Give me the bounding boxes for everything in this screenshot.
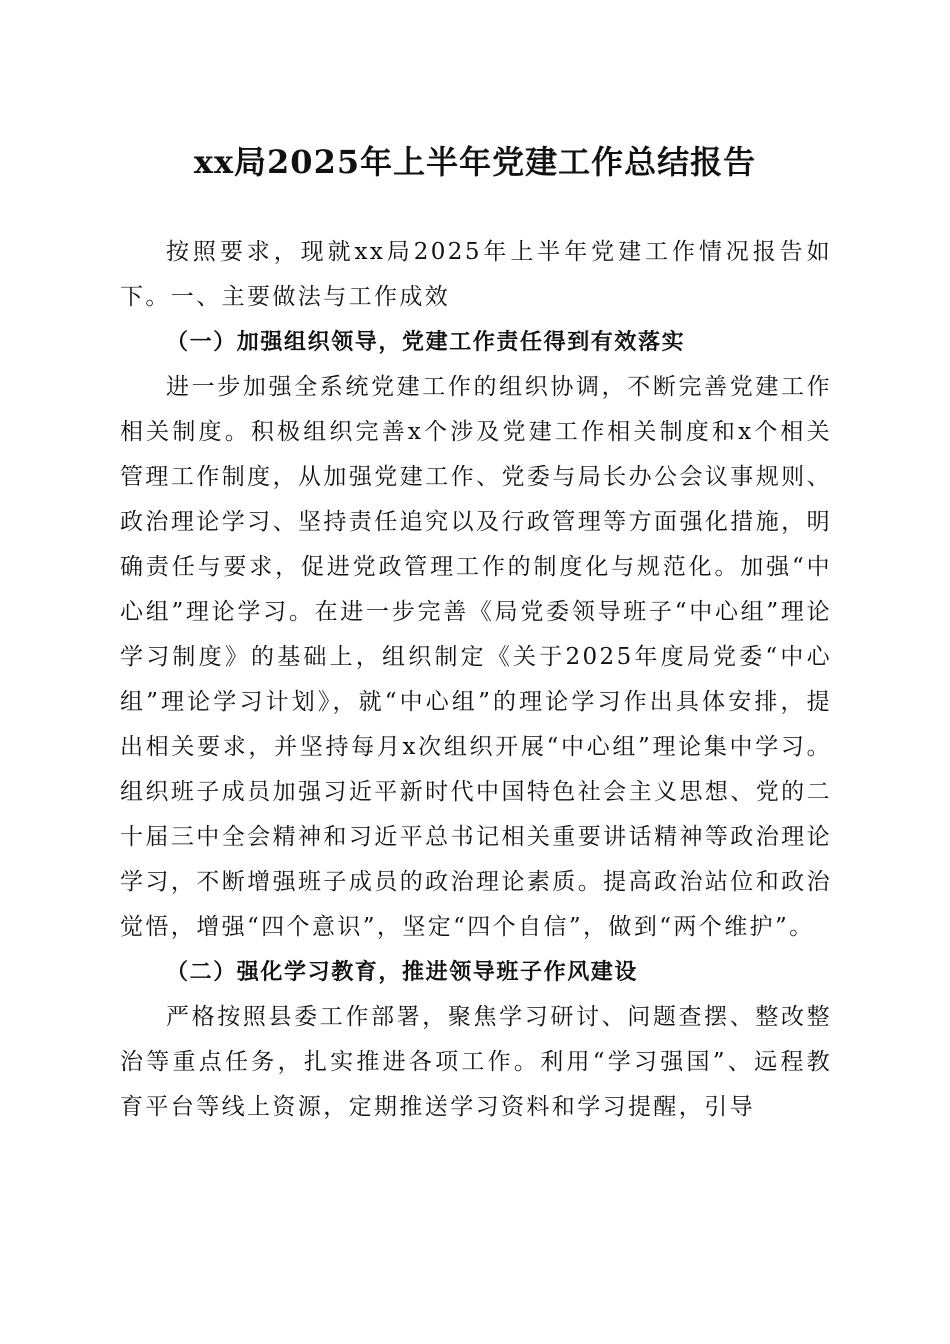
section-1-paragraph: 进一步加强全系统党建工作的组织协调，不断完善党建工作相关制度。积极组织完善x个涉及党建工作相关制度和x个相关管理工作制度，从加强党建工作、党委与局长办公会议事规则、政治理论学习、坚持责任追究以及行政管理等方面强化措施，明确责任与要求，促进党政管理工作的制度化与规范化。加强“中心组”理论学习。在进一步完善《局党委领导班子“中心组”理论学习制度》的基础上，组织制定《关于2025年度局党委“中心组”理论学习计划》，就“中心组”的理论学习作出具体安排，提出相关要求，并坚持每月x次组织开展“中心组”理论集中学习。组织班子成员加强习近平新时代中国特色社会主义思想、党的二十届三中全会精神和习近平总书记相关重要讲话精神等政治理论学习，不断增强班子成员的政治理论素质。提高政治站位和政治觉悟，增强“四个意识”，坚定“四个自信”，做到“两个维护”。 — [120, 374, 832, 940]
section-2-heading: （二）强化学习教育，推进领导班子作风建设 — [166, 959, 639, 985]
document-title: xx局2025年上半年党建工作总结报告 — [193, 143, 757, 181]
section-2-paragraph: 严格按照县委工作部署，聚焦学习研讨、问题查摆、整改整治等重点任务，扎实推进各项工作。利用“学习强国”、远程教育平台等线上资源，定期推送学习资料和学习提醒，引导 — [120, 1004, 832, 1120]
section-1-heading: （一）加强组织领导，党建工作责任得到有效落实 — [166, 329, 686, 355]
document-body — [120, 230, 832, 1130]
intro-paragraph: 按照要求，现就xx局2025年上半年党建工作情况报告如下。一、主要做法与工作成效 — [120, 239, 832, 310]
